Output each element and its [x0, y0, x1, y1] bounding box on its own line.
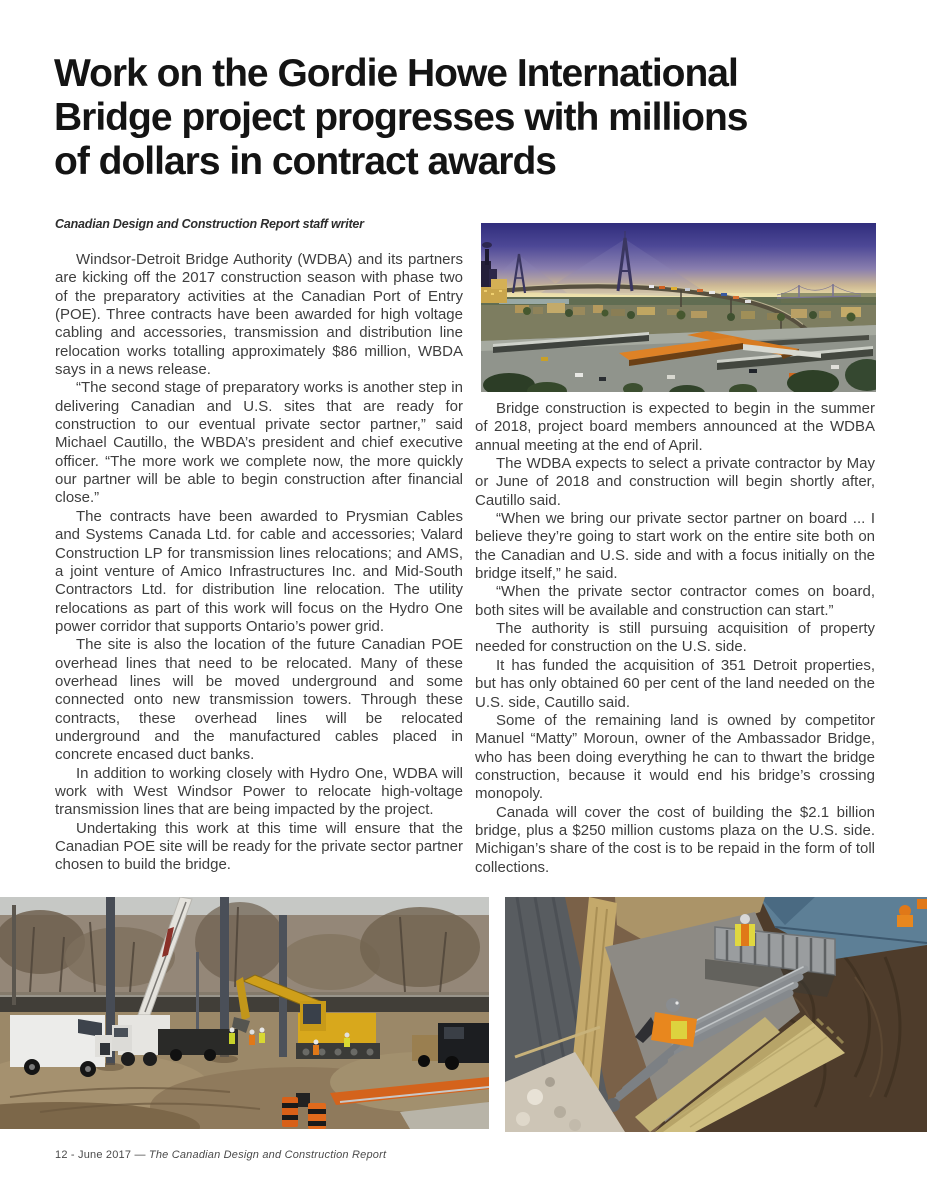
article-paragraph: It has funded the acquisition of 351 Detroit properties, but has only obtained 60 per cent of the land needed on the U.S. side, Cautillo said. — [475, 656, 875, 711]
headline-line: Work on the Gordie Howe International — [54, 52, 738, 95]
bridge-rendering-image — [481, 223, 876, 392]
article-paragraph: The contracts have been awarded to Prysmian Cables and Systems Canada Ltd. for cable and accessories; Valard Construction LP for transmission lines relocations; and AMS, a joint venture of Amico Infrastructures Inc. and Mid-South Contractors Ltd. for distribution line relocation. The utility relocations as part of this work will focus on the Hydro One power corridor that supports Ontario’s power grid. — [55, 507, 463, 635]
article-paragraph: Bridge construction is expected to begin in the summer of 2018, project board members announced at the WDBA annual meeting at the end of April. — [475, 400, 875, 454]
bridge-rendering-graphic — [481, 223, 876, 392]
article-paragraph: The WDBA expects to select a private contractor by May or June of 2018 and construction will begin shortly after, Cautillo said. — [475, 455, 875, 509]
article-paragraph: “The second stage of preparatory works is another step in delivering Canadian and U.S. sites that are ready for construction to our eventual private sector partner,” said Michael Cautillo, the WBDA’s president and chief executive officer. “The more work we complete now, the more quickly our partner will be able to begin construction after financial close.” — [55, 379, 463, 507]
article-paragraph: Windsor-Detroit Bridge Authority (WDBA) and its partners are kicking off the 2017 construction season with phase two of the preparatory activities at the Canadian Port of Entry (POE). Three contracts have been awarded for high voltage cabling and accessories, transmission and distribution line relocation works totalling approximately $86 million, WBDA says in a news release. — [55, 251, 463, 379]
left-column — [55, 251, 463, 875]
article-paragraph: In addition to working closely with Hydro One, WDBA will work with West Windsor Power to relocate high-voltage transmission lines that are being impacted by the project. — [55, 764, 463, 819]
page-footer — [55, 1149, 386, 1161]
headline-line: Bridge project progresses with millions — [54, 96, 748, 139]
trench-cable-graphic — [505, 897, 927, 1132]
footer-publication: The Canadian Design and Construction Report — [148, 1149, 387, 1161]
article-paragraph: “When we bring our private sector partner on board ... I believe they’re going to start work on the entire site both on the Canadian and U.S. side and with a focus initially on the bridge itself,” he said. — [475, 510, 875, 583]
article-paragraph: “When the private sector contractor comes on board, both sites will be available and construction can start.” — [475, 583, 875, 619]
headline-line: of dollars in contract awards — [54, 140, 556, 183]
article-headline — [54, 52, 879, 184]
article-byline: Canadian Design and Construction Report staff writer — [55, 217, 364, 231]
trench-cable-photo — [505, 897, 927, 1132]
article-paragraph: Some of the remaining land is owned by competitor Manuel “Matty” Moroun, owner of the Ambassador Bridge, who has been doing everything he can to thwart the bridge construction, because it would end his bridge’s crossing monopoly. — [475, 711, 875, 803]
construction-site-photo — [0, 897, 489, 1129]
right-column — [475, 400, 875, 877]
article-paragraph: The authority is still pursuing acquisition of property needed for construction on the U.S. side. — [475, 620, 875, 656]
article-paragraph: Undertaking this work at this time will ensure that the Canadian POE site will be ready for the private sector partner chosen to build the bridge. — [55, 819, 463, 874]
article-paragraph: The site is also the location of the future Canadian POE overhead lines that need to be relocated. Many of these overhead lines will be moved underground and some connected onto new transmission towers. Through these contracts, these overhead lines will be relocated underground and the manufactured cables placed in concrete encased duct banks. — [55, 636, 463, 764]
construction-site-graphic — [0, 897, 489, 1129]
article-paragraph: Canada will cover the cost of building the $2.1 billion bridge, plus a $250 million customs plaza on the U.S. side. Michigan’s share of the cost is to be repaid in the form of toll collections. — [475, 803, 875, 876]
footer-issue: 12 - June 2017 — — [55, 1149, 149, 1161]
